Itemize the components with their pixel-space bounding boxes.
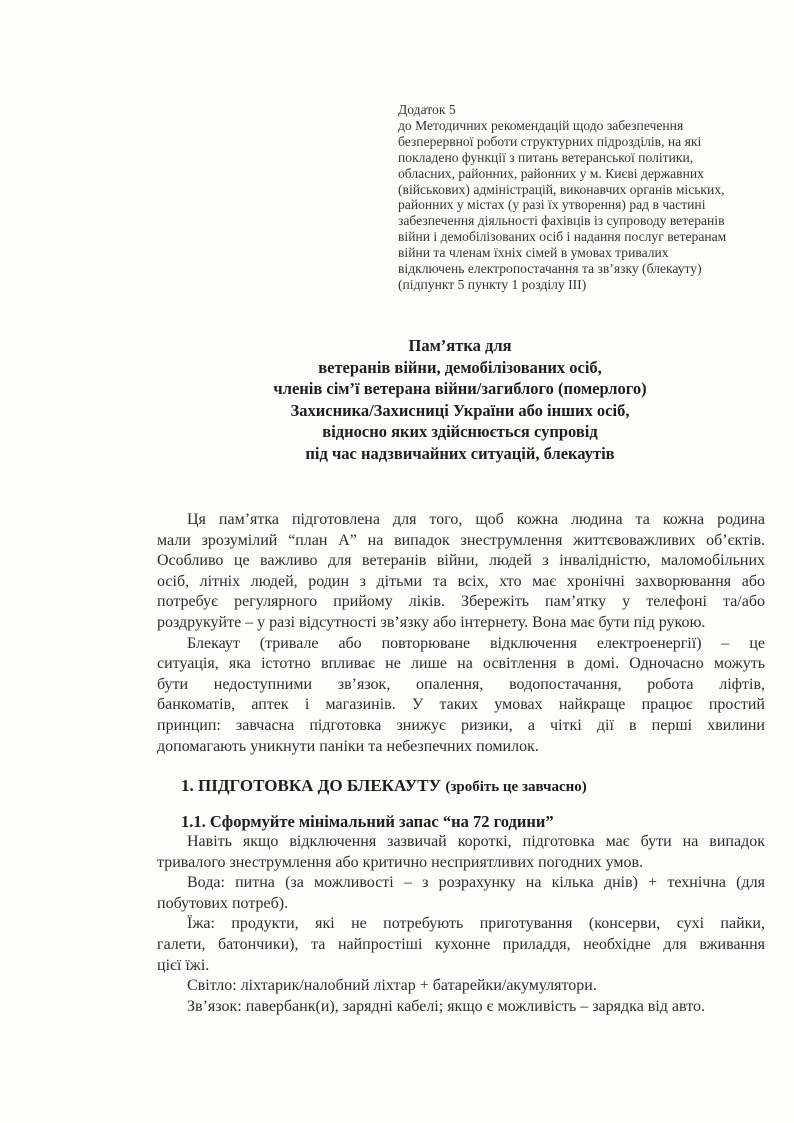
text-line: Ця пам’ятка підготовлена для того, щоб кожна людина та кожна родина [187,511,765,528]
paragraph [157,997,765,1018]
text-line: допомагають уникнути паніки та небезпечних помилок. [157,737,539,755]
text-line: Особливо це важливо для ветеранів війни, людей з інвалідністю, маломобільних [157,552,765,570]
section-1-heading [181,776,587,796]
text-line: Пам’ятка для [408,336,512,355]
text-line: Їжа: продукти, які не потребують приготування (консерви, сухі пайки, [187,915,765,933]
section-1-note: (зробіть це завчасно) [445,779,587,795]
section-1-1-text [157,832,765,1017]
text-line: війни та членам їхніх сімей в умовах тривалих [398,245,669,261]
paragraph [157,976,765,997]
text-line: Навіть якщо відключення зазвичай короткі, підготовка має бути на випадок [187,833,765,850]
text-line: Захисника/Захисниці України або інших осіб, [290,400,630,420]
text-line: Вода: питна (за можливості – з розрахунку на кілька днів) + технічна (для [187,874,765,892]
text-line: галети, батончики), та найпростіші кухонне приладдя, необхідне для вживання [157,935,765,953]
text-line: цієї їжі. [157,956,210,974]
section-1-title: 1. ПІДГОТОВКА ДО БЛЕКАУТУ [181,776,442,795]
text-line: членів сім’ї ветерана війни/загиблого (померлого) [273,379,647,399]
text-line: осіб, літніх людей, родин з дітьми та всіх, хто має хронічні захворювання або [157,572,765,590]
text-line: ситуація, яка істотно впливає не лише на освітлення в домі. Одночасно можуть [157,655,765,673]
text-line: забезпечення діяльності фахівців із супроводу ветеранів [398,213,725,229]
text-line: обласних, районних, районних у м. Києві державних [398,165,704,181]
text-line: банкоматів, аптек і магазинів. У таких умовах найкраще працює простий [157,696,765,714]
text-line: ветеранів війни, демобілізованих осіб, [318,357,602,377]
text-line: війни і демобілізованих осіб і надання послуг ветеранам [398,229,727,245]
text-line: Додаток 5 [398,102,456,117]
paragraph [157,832,765,873]
text-line: Блекаут (тривале або повторюване відключення електроенергії) – це [187,634,765,652]
text-line: відносно яких здійснюється супровід [322,422,598,442]
intro-text [157,510,765,757]
paragraph [157,914,765,976]
appendix-note [398,102,778,293]
section-1-1-heading: 1.1. Сформуйте мінімальний запас “на 72 години” [181,812,554,831]
text-line: до Методичних рекомендацій щодо забезпечення [398,117,684,133]
text-line: покладено функції з питань ветеранської політики, [398,149,694,165]
text-line: бути недоступними зв’язок, опалення, водопостачання, робота ліфтів, [157,675,765,693]
document-title [150,335,770,465]
text-line: побутових потреб). [157,894,289,912]
text-line: тривалого знеструмлення або критично несприятливих погодних умов. [157,853,644,871]
text-line: Світло: ліхтарик/налобний ліхтар + батарейки/акумулятори. [187,977,597,995]
text-line: районних у містах (у разі їх утворення) рад в частині [398,197,706,213]
intro-paragraph [157,634,765,758]
text-line: роздрукуйте – у разі відсутності зв’язку або інтернету. Вона має бути під рукою. [157,613,706,631]
text-line: під час надзвичайних ситуацій, блекаутів [305,443,615,463]
text-line: (військових) адміністрацій, виконавчих органів міських, [398,181,725,197]
text-line: відключень електропостачання та зв’язку (блекауту) [398,261,702,277]
text-line: Зв’язок: павербанк(и), зарядні кабелі; якщо є можливість – зарядка від авто. [187,997,705,1015]
text-line: мали зрозумілий “план А” на випадок знеструмлення життєвоважливих об’єктів. [157,531,765,549]
text-line: потребує регулярного прийому ліків. Збережіть пам’ятку у телефоні та/або [157,593,765,611]
text-line: безперервної роботи структурних підрозділів, на які [398,133,702,149]
text-line: (підпункт 5 пункту 1 розділу ІІІ) [398,276,587,292]
paragraph [157,873,765,914]
intro-paragraph [157,510,765,634]
text-line: принцип: завчасна підготовка знижує ризики, а чіткі дії в перші хвилини [157,716,765,734]
